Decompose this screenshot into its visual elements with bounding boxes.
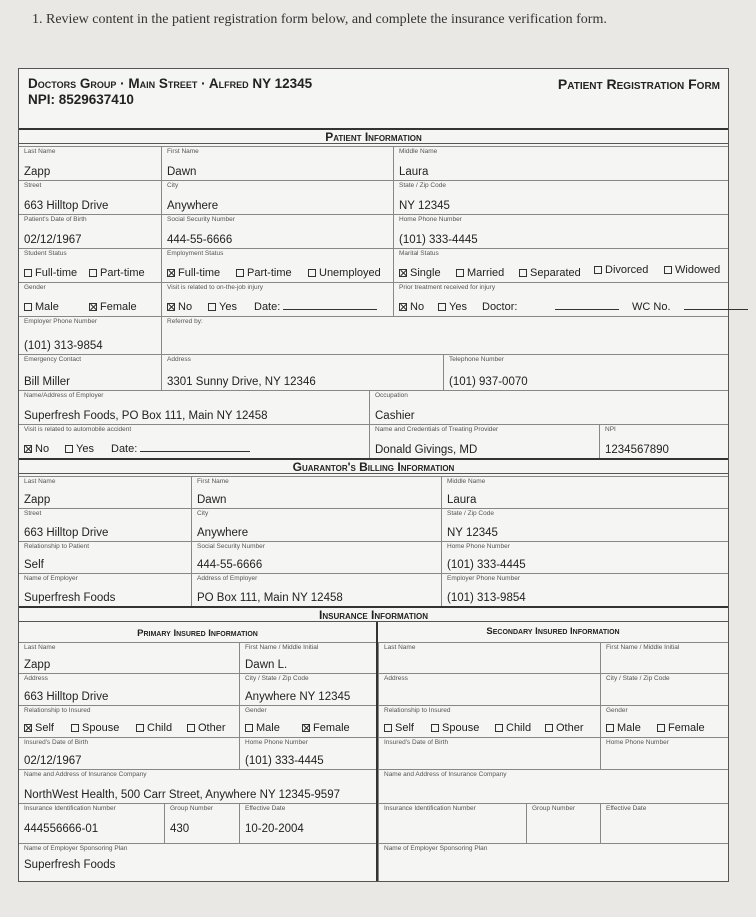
primary-first-mi[interactable]: First Name / Middle Initial Dawn L. (239, 642, 376, 673)
primary-gender-male-checkbox[interactable]: Male (245, 722, 280, 734)
secondary-city-state-zip[interactable]: City / State / Zip Code (600, 673, 728, 705)
secondary-insurance-id[interactable]: Insurance Identification Number (378, 803, 526, 843)
primary-group-number[interactable]: Group Number 430 (164, 803, 239, 843)
primary-insured-title: Primary Insured Information (137, 628, 258, 639)
patient-ssn[interactable]: Social Security Number 444-55-6666 (161, 214, 393, 248)
employer-name-address[interactable]: Name/Address of Employer Superfresh Foods, PO Box 111, Main NY 12458 (19, 390, 369, 424)
secondary-employer-plan[interactable]: Name of Employer Sponsoring Plan (378, 843, 728, 881)
secondary-effective-date[interactable]: Effective Date (600, 803, 728, 843)
auto-accident-yes-checkbox[interactable]: Yes (65, 443, 94, 455)
secondary-relationship: Relationship to Insured Self Spouse Child Other (378, 705, 600, 737)
gender-female-checkbox[interactable]: Female (89, 301, 137, 313)
treating-provider[interactable]: Name and Credentials of Treating Provider Donald Givings, MD (369, 424, 599, 458)
form-header-org (28, 76, 312, 108)
primary-insurance-company[interactable]: Name and Address of Insurance Company NorthWest Health, 500 Carr Street, Anywhere NY 12345-9597 (19, 769, 376, 803)
job-injury-no-checkbox[interactable]: No (167, 301, 192, 313)
primary-effective-date[interactable]: Effective Date 10-20-2004 (239, 803, 376, 843)
primary-employer-plan[interactable]: Name of Employer Sponsoring Plan Superfresh Foods (19, 843, 376, 881)
prior-treatment: Prior treatment received for injury No Yes Doctor: WC No. (393, 282, 728, 316)
emergency-address[interactable]: Address 3301 Sunny Drive, NY 12346 (161, 354, 443, 390)
secondary-address[interactable]: Address (378, 673, 600, 705)
guarantor-street[interactable]: Street 663 Hilltop Drive (19, 508, 191, 541)
employment-fulltime-checkbox[interactable]: Full-time (167, 267, 220, 279)
npi-line: NPI: 8529637410 (28, 92, 134, 107)
primary-rel-other-checkbox[interactable]: Other (187, 722, 226, 734)
auto-accident: Visit is related to automobile accident No Yes Date: (19, 424, 369, 458)
auto-accident-date[interactable]: Date: (111, 442, 250, 455)
secondary-rel-self-checkbox[interactable]: Self (384, 722, 414, 734)
primary-address[interactable]: Address 663 Hilltop Drive (19, 673, 239, 705)
secondary-gender-female-checkbox[interactable]: Female (657, 722, 705, 734)
guarantor-employer-address[interactable]: Address of Employer PO Box 111, Main NY 12458 (191, 573, 441, 606)
instruction-text: 1. Review content in the patient registration form below, and complete the insurance verification form. (32, 12, 607, 27)
employment-status: Employment Status Full-time Part-time Unemployed (161, 248, 393, 282)
occupation[interactable]: Occupation Cashier (369, 390, 728, 424)
primary-gender-female-checkbox[interactable]: Female (302, 722, 350, 734)
patient-street[interactable]: Street 663 Hilltop Drive (19, 180, 161, 214)
guarantor-middle-name[interactable]: Middle Name Laura (441, 476, 728, 508)
guarantor-state-zip[interactable]: State / Zip Code NY 12345 (441, 508, 728, 541)
section-insurance-information: Insurance Information (19, 606, 728, 622)
student-parttime-checkbox[interactable]: Part-time (89, 267, 145, 279)
emergency-telephone[interactable]: Telephone Number (101) 937-0070 (443, 354, 728, 390)
marital-widowed-checkbox[interactable]: Widowed (664, 264, 720, 276)
guarantor-last-name[interactable]: Last Name Zapp (19, 476, 191, 508)
patient-middle-name[interactable]: Middle Name Laura (393, 146, 728, 180)
patient-city[interactable]: City Anywhere (161, 180, 393, 214)
prior-treatment-doctor[interactable]: Doctor: (482, 300, 619, 313)
secondary-gender-male-checkbox[interactable]: Male (606, 722, 641, 734)
form-title: Patient Registration Form (557, 76, 720, 92)
primary-relationship: Relationship to Insured Self Spouse Child Other (19, 705, 239, 737)
marital-status: Marital Status Single Married Separated Divorced Widowed (393, 248, 728, 282)
secondary-group-number[interactable]: Group Number (526, 803, 600, 843)
secondary-rel-child-checkbox[interactable]: Child (495, 722, 531, 734)
guarantor-home-phone[interactable]: Home Phone Number (101) 333-4445 (441, 541, 728, 573)
patient-state-zip[interactable]: State / Zip Code NY 12345 (393, 180, 728, 214)
auto-accident-no-checkbox[interactable]: No (24, 443, 49, 455)
prior-treatment-yes-checkbox[interactable]: Yes (438, 301, 467, 313)
primary-city-state-zip[interactable]: City / State / Zip Code Anywhere NY 12345 (239, 673, 376, 705)
employment-unemployed-checkbox[interactable]: Unemployed (308, 267, 381, 279)
guarantor-city[interactable]: City Anywhere (191, 508, 441, 541)
primary-dob[interactable]: Insured's Date of Birth 02/12/1967 (19, 737, 239, 769)
primary-rel-spouse-checkbox[interactable]: Spouse (71, 722, 119, 734)
secondary-insured-title: Secondary Insured Information (486, 626, 620, 637)
patient-registration-form (18, 68, 729, 882)
patient-home-phone[interactable]: Home Phone Number (101) 333-4445 (393, 214, 728, 248)
primary-gender: Gender Male Female (239, 705, 376, 737)
emergency-contact[interactable]: Emergency Contact Bill Miller (19, 354, 161, 390)
patient-last-name[interactable]: Last Name Zapp (19, 146, 161, 180)
section-patient-information: Patient Information (19, 128, 728, 144)
org-line: Doctors Group · Main Street · Alfred NY 12345 (28, 76, 313, 91)
patient-first-name[interactable]: First Name Dawn (161, 146, 393, 180)
employment-parttime-checkbox[interactable]: Part-time (236, 267, 292, 279)
patient-dob[interactable]: Patient's Date of Birth 02/12/1967 (19, 214, 161, 248)
secondary-first-mi[interactable]: First Name / Middle Initial (600, 642, 728, 673)
wc-number[interactable]: WC No. (632, 300, 748, 313)
gender-male-checkbox[interactable]: Male (24, 301, 59, 313)
job-injury: Visit is related to on-the-job injury No Yes Date: (161, 282, 393, 316)
job-injury-date[interactable]: Date: (254, 300, 377, 313)
marital-married-checkbox[interactable]: Married (456, 267, 504, 279)
provider-npi[interactable]: NPI 1234567890 (599, 424, 728, 458)
marital-divorced-checkbox[interactable]: Divorced (594, 264, 648, 276)
secondary-gender: Gender Male Female (600, 705, 728, 737)
secondary-home-phone[interactable]: Home Phone Number (600, 737, 728, 769)
secondary-rel-spouse-checkbox[interactable]: Spouse (431, 722, 479, 734)
patient-gender: Gender Male Female (19, 282, 161, 316)
prior-treatment-no-checkbox[interactable]: No (399, 301, 424, 313)
primary-rel-child-checkbox[interactable]: Child (136, 722, 172, 734)
guarantor-ssn[interactable]: Social Security Number 444-55-6666 (191, 541, 441, 573)
job-injury-yes-checkbox[interactable]: Yes (208, 301, 237, 313)
primary-rel-self-checkbox[interactable]: Self (24, 722, 54, 734)
secondary-insurance-company[interactable]: Name and Address of Insurance Company (378, 769, 728, 803)
employer-phone[interactable]: Employer Phone Number (101) 313-9854 (19, 316, 161, 354)
section-guarantor-billing: Guarantor's Billing Information (19, 458, 728, 474)
primary-last-name[interactable]: Last Name Zapp (19, 642, 239, 673)
guarantor-employer[interactable]: Name of Employer Superfresh Foods (19, 573, 191, 606)
student-status: Student Status Full-time Part-time (19, 248, 161, 282)
guarantor-employer-phone[interactable]: Employer Phone Number (101) 313-9854 (441, 573, 728, 606)
secondary-rel-other-checkbox[interactable]: Other (545, 722, 584, 734)
primary-insurance-id[interactable]: Insurance Identification Number 444556666-01 (19, 803, 164, 843)
secondary-dob[interactable]: Insured's Date of Birth (378, 737, 600, 769)
guarantor-relationship[interactable]: Relationship to Patient Self (19, 541, 191, 573)
marital-separated-checkbox[interactable]: Separated (519, 267, 581, 279)
referred-by[interactable]: Referred by: (161, 316, 728, 354)
primary-home-phone[interactable]: Home Phone Number (101) 333-4445 (239, 737, 376, 769)
marital-single-checkbox[interactable]: Single (399, 267, 441, 279)
guarantor-first-name[interactable]: First Name Dawn (191, 476, 441, 508)
secondary-last-name[interactable]: Last Name (378, 642, 600, 673)
student-fulltime-checkbox[interactable]: Full-time (24, 267, 77, 279)
